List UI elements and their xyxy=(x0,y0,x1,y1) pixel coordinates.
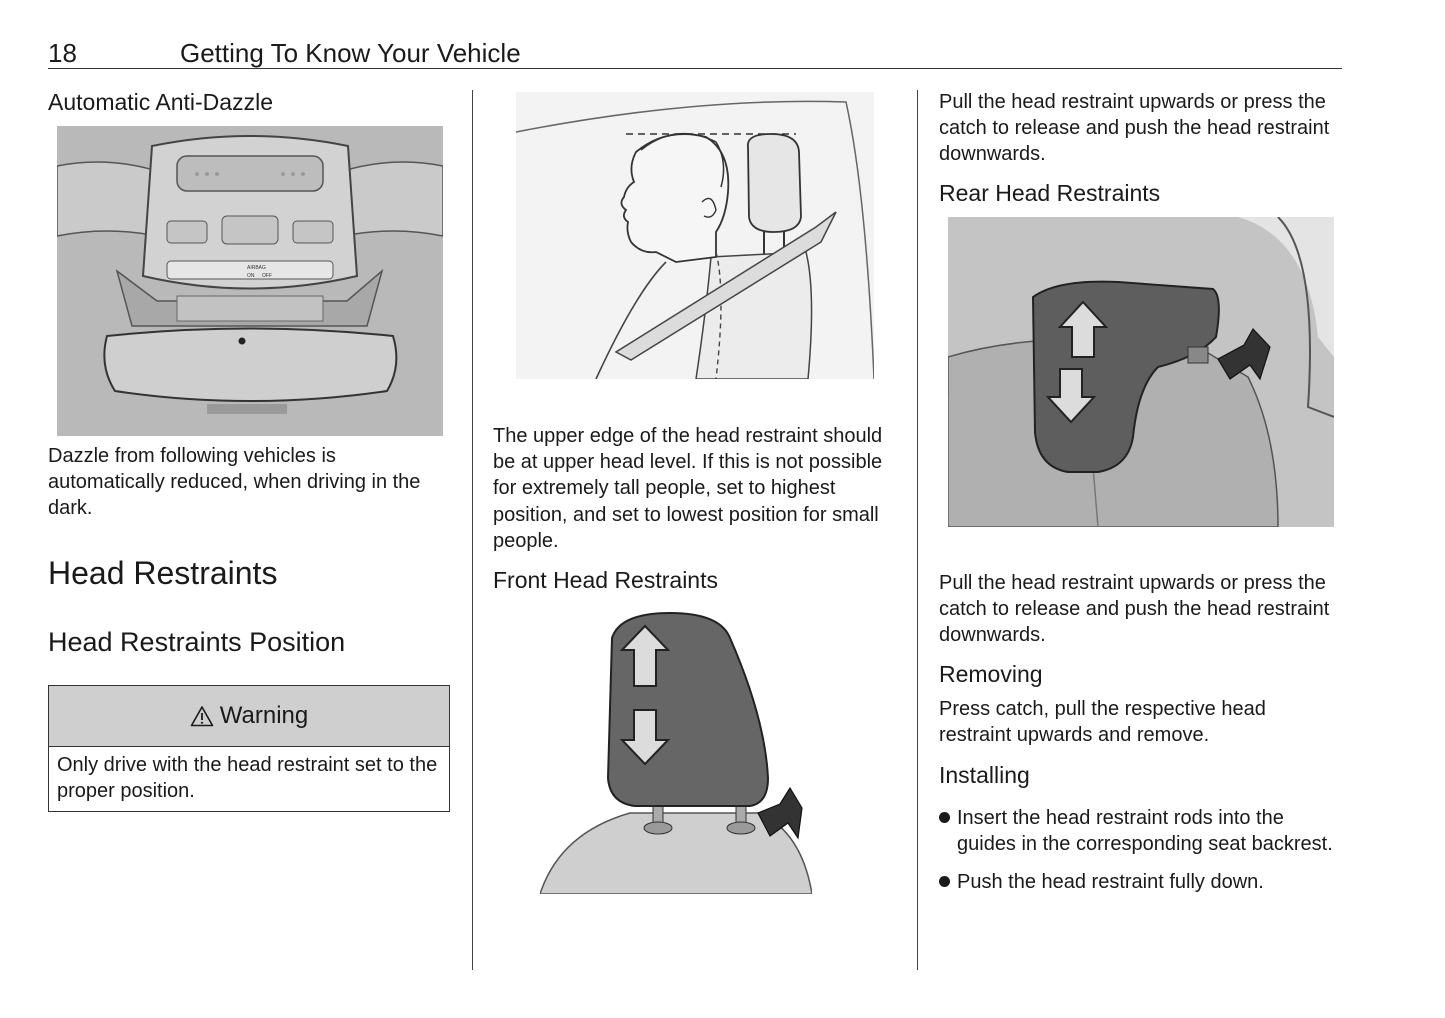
column-divider-1 xyxy=(472,90,473,970)
page-number: 18 xyxy=(48,38,77,68)
installing-step-1: Insert the head restraint rods into the guides in the corresponding seat backrest. xyxy=(957,807,1333,856)
front-head-restraints-heading: Front Head Restraints xyxy=(493,567,718,593)
installing-list xyxy=(939,805,1339,896)
head-restraint-position-illustration xyxy=(516,92,874,379)
list-item xyxy=(939,805,1339,857)
warning-box xyxy=(48,685,450,812)
airbag-on-label: ON xyxy=(247,273,255,279)
warning-title: Warning xyxy=(219,702,309,729)
anti-dazzle-text: Dazzle from following vehicles is automatically reduced, when driving in the dark. xyxy=(48,445,421,520)
airbag-off-label: OFF xyxy=(262,273,272,279)
anti-dazzle-heading: Automatic Anti-Dazzle xyxy=(48,89,273,115)
removing-text: Press catch, pull the respective head restraint upwards and remove. xyxy=(939,698,1266,747)
head-restraints-position-heading: Head Restraints Position xyxy=(48,627,346,657)
front-head-restraint-illustration xyxy=(540,608,812,894)
warning-triangle-icon xyxy=(190,705,214,727)
rear-head-restraints-heading: Rear Head Restraints xyxy=(939,180,1161,206)
anti-dazzle-illustration xyxy=(57,126,443,436)
removing-heading: Removing xyxy=(939,661,1043,687)
upper-edge-text: The upper edge of the head restraint should be at upper head level. If this is not possible for extremely tall people, set to highest position, and set to lowest position for small people. xyxy=(493,425,883,552)
column-divider-2 xyxy=(917,90,918,970)
warning-header xyxy=(49,686,449,747)
bullet-icon xyxy=(939,812,950,823)
airbag-label: AIRBAG xyxy=(247,265,266,271)
installing-step-2: Push the head restraint fully down. xyxy=(957,871,1264,894)
head-restraints-heading: Head Restraints xyxy=(48,555,278,591)
header-rule xyxy=(48,68,1342,69)
bullet-icon xyxy=(939,876,950,887)
installing-heading: Installing xyxy=(939,762,1030,788)
chapter-title: Getting To Know Your Vehicle xyxy=(180,38,521,68)
pull-text-top: Pull the head restraint upwards or press the catch to release and push the head restraint downwards. xyxy=(939,91,1330,166)
list-item xyxy=(939,869,1339,895)
rear-head-restraint-illustration xyxy=(948,217,1334,527)
pull-text-bottom: Pull the head restraint upwards or press the catch to release and push the head restraint downwards. xyxy=(939,572,1330,647)
warning-text: Only drive with the head restraint set to the proper position. xyxy=(57,754,438,803)
